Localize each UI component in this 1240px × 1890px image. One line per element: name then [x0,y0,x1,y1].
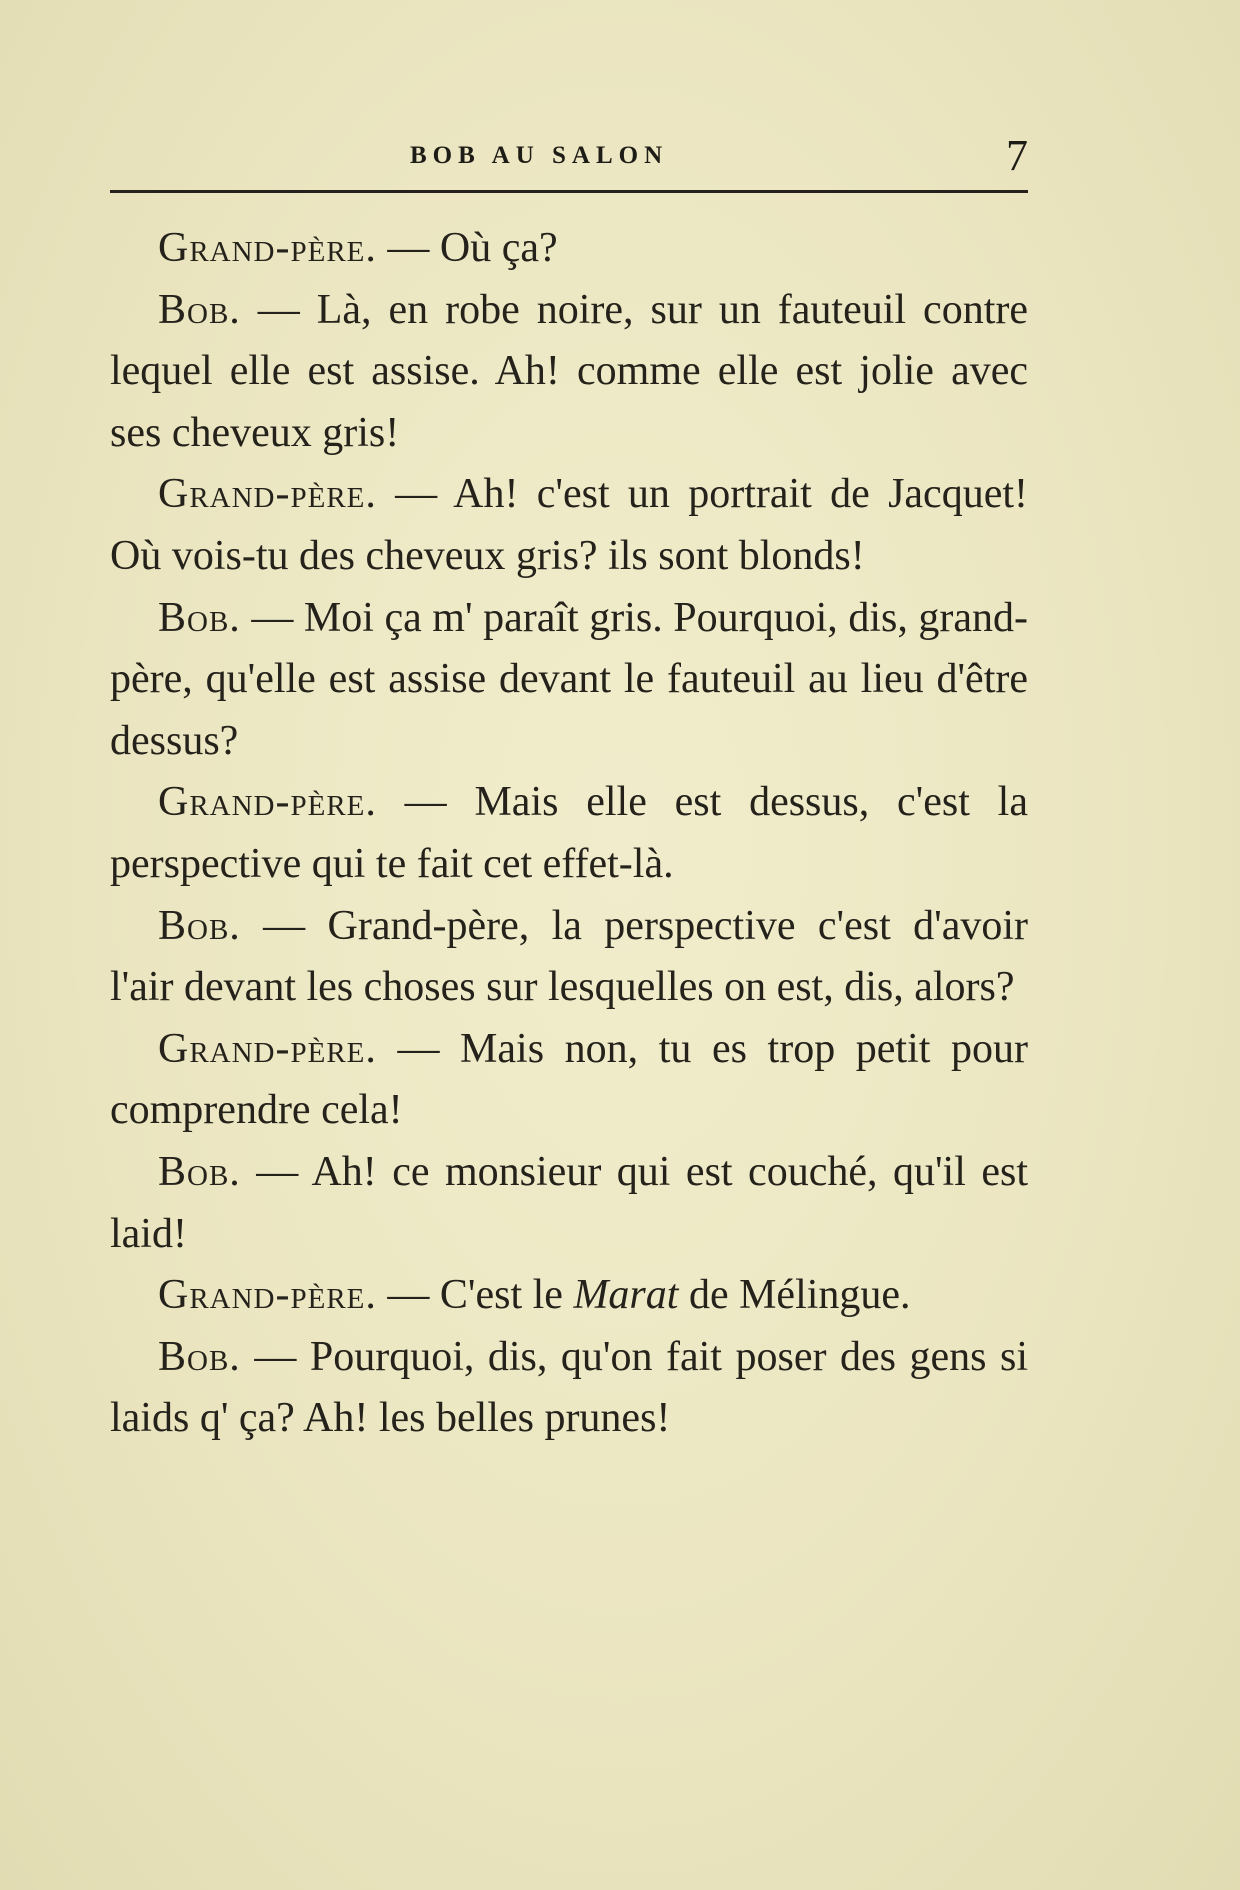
dialogue-paragraph [110,218,1028,280]
dialogue-paragraph [110,896,1028,1019]
dialogue-line: — Mais non, tu es trop petit pour comprendre cela! [110,1025,1028,1134]
page-number: 7 [1006,131,1028,180]
speaker-name: Grand-père. [158,1272,377,1319]
dialogue-text [110,218,1028,1450]
speaker-name: Bob. [158,1333,241,1380]
dialogue-line: — Grand-père, la perspective c'est d'avoir l'air devant les choses sur lesquelles on est, dis, alors? [110,902,1028,1011]
dialogue-line: — Ah! c'est un portrait de Jacquet! Où vois-tu des cheveux gris? ils sont blonds! [110,471,1028,579]
dialogue-paragraph [110,1019,1028,1142]
dialogue-line: — Moi ça m' paraît gris. Pourquoi, dis, grand-père, qu'elle est assise devant le fauteuil au lieu d'être dessus? [110,594,1028,764]
dialogue-paragraph [110,1327,1028,1450]
speaker-name: Bob. [158,1148,241,1195]
dialogue-paragraph [110,588,1028,773]
dialogue-paragraph [110,1142,1028,1265]
dialogue-line: — Pourquoi, dis, qu'on fait poser des gens si laids q' ça? Ah! les belles prunes! [110,1333,1028,1442]
speaker-name: Grand-père. [158,471,377,518]
dialogue-line: — Mais elle est dessus, c'est la perspective qui te fait cet effet-là. [110,779,1028,887]
painting-title: Marat [573,1272,679,1319]
speaker-name: Grand-père. [158,225,377,271]
dialogue-paragraph [110,280,1028,465]
speaker-name: Grand-père. [158,1025,377,1072]
page-header [110,128,1028,188]
speaker-name: Bob. [158,902,241,949]
dialogue-paragraph [110,1265,1028,1327]
dialogue-line: — Ah! ce monsieur qui est couché, qu'il est laid! [110,1148,1028,1257]
dialogue-line: — C'est le [376,1272,574,1319]
speaker-name: Grand-père. [158,779,377,826]
dialogue-line: — Là, en robe noire, sur un fauteuil contre lequel elle est assise. Ah! comme elle est jolie avec ses cheveux gris! [110,286,1028,456]
dialogue-paragraph [110,464,1028,587]
running-title: BOB AU SALON [410,142,669,169]
header-rule [110,190,1028,193]
dialogue-line: — Où ça? [376,225,558,271]
speaker-name: Bob. [158,594,241,641]
dialogue-paragraph [110,772,1028,895]
speaker-name: Bob. [158,286,241,333]
dialogue-line-end: de Mélingue. [678,1272,911,1319]
